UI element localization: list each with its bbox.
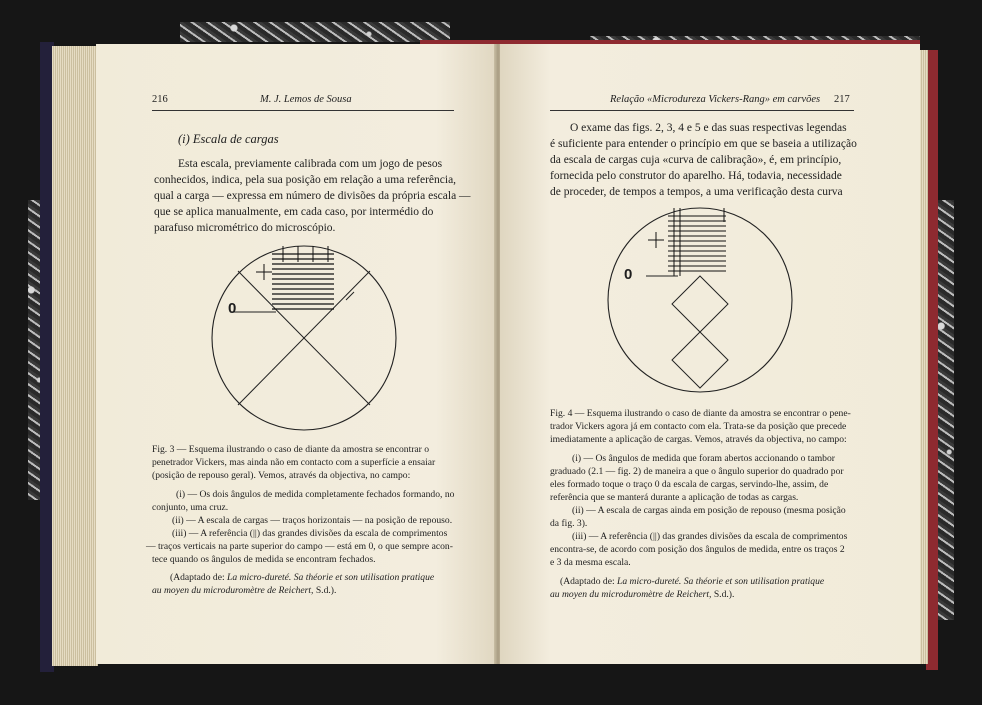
caption-line: encontra-se, de acordo com posição dos ângulos de medida, entre os traços 2 bbox=[550, 544, 845, 555]
source-title: La micro-dureté. Sa théorie et son utilisation pratique bbox=[617, 576, 825, 587]
body-line: que se aplica manualmente, em cada caso, por intermédio do bbox=[154, 206, 434, 218]
caption-line: (iii) — A referência (||) das grandes divisões da escala de comprimentos bbox=[172, 528, 448, 539]
source-citation-line-2 bbox=[152, 585, 336, 596]
right-page bbox=[500, 44, 920, 664]
page-number: 216 bbox=[152, 94, 168, 105]
source-suffix: S.d.). bbox=[313, 585, 337, 596]
body-line: Esta escala, previamente calibrada com um jogo de pesos bbox=[178, 158, 443, 170]
caption-line: (i) — Os dois ângulos de medida completamente fechados formando, no bbox=[176, 489, 455, 500]
body-line: de proceder, de tempos a tempos, a uma verificação desta curva bbox=[550, 186, 843, 198]
body-line: parafuso micrométrico do microscópio. bbox=[154, 222, 336, 234]
page-block-left bbox=[52, 46, 98, 666]
page-number: 217 bbox=[834, 94, 850, 105]
source-citation bbox=[170, 572, 434, 583]
marbled-board-top-left bbox=[180, 22, 450, 42]
caption-line: (ii) — A escala de cargas — traços horizontais — na posição de repouso. bbox=[172, 515, 453, 526]
body-line: qual a carga — expressa em número de divisões da própria escala — bbox=[154, 190, 471, 202]
body-line: O exame das figs. 2, 3, 4 e 5 e das suas respectivas legendas bbox=[570, 122, 847, 134]
marbled-board-right bbox=[938, 200, 954, 620]
section-heading: (i) Escala de cargas bbox=[178, 132, 279, 146]
figure-3-diagram bbox=[196, 240, 416, 436]
source-suffix: S.d.). bbox=[711, 589, 735, 600]
caption-line: trador Vickers agora já em contacto com ela. Trata-se da posição que precede bbox=[550, 421, 847, 432]
header-rule bbox=[152, 110, 454, 111]
caption-line: conjunto, uma cruz. bbox=[152, 502, 229, 513]
running-head: M. J. Lemos de Sousa bbox=[260, 94, 352, 105]
body-line: é suficiente para entender o princípio em que se baseia a utilização bbox=[550, 138, 857, 150]
source-title-cont: au moyen du microduromètre de Reichert, bbox=[550, 589, 712, 600]
running-head: Relação «Microdureza Vickers-Rang» em carvões bbox=[610, 94, 821, 105]
body-line: da escala de cargas cuja «curva de calibração», é, em princípio, bbox=[550, 154, 842, 166]
source-prefix: (Adaptado de: bbox=[560, 576, 618, 587]
body-line: fornecida pelo construtor do aparelho. Há, todavia, necessidade bbox=[550, 170, 842, 182]
caption-line: e 3 da mesma escala. bbox=[550, 557, 631, 568]
caption-line: Fig. 4 — Esquema ilustrando o caso de diante da amostra se encontrar o pene- bbox=[550, 408, 851, 419]
caption-line: (i) — Os ângulos de medida que foram abertos accionando o tambor bbox=[572, 453, 835, 464]
caption-line: tece quando os ângulos de medida se encontram fechados. bbox=[152, 554, 376, 565]
figure-4-diagram bbox=[596, 200, 806, 400]
source-title-cont: au moyen du microduromètre de Reichert, bbox=[152, 585, 314, 596]
caption-line: (iii) — A referência (||) das grandes divisões da escala de comprimentos bbox=[572, 531, 848, 542]
caption-line: eles formado toque o traço 0 da escala de cargas, servindo-lhe, assim, de bbox=[550, 479, 829, 490]
caption-line: (posição de repouso geral). Vemos, através da objectiva, no campo: bbox=[152, 470, 411, 481]
caption-line: (ii) — A escala de cargas ainda em posição de repouso (mesma posição bbox=[572, 505, 846, 516]
zero-label: 0 bbox=[228, 300, 237, 317]
caption-line: da fig. 3). bbox=[550, 518, 588, 529]
caption-line: referência que se manterá durante a aplicação de todas as cargas. bbox=[550, 492, 799, 503]
caption-line: graduado (2.1 — fig. 2) de maneira a que o ângulo superior do quadrado por bbox=[550, 466, 844, 477]
caption-line: Fig. 3 — Esquema ilustrando o caso de diante da amostra se encontrar o bbox=[152, 444, 430, 455]
left-page bbox=[96, 44, 496, 664]
caption-line: penetrador Vickers, mas ainda não em contacto com a superfície a ensaiar bbox=[152, 457, 436, 468]
body-line: conhecidos, indica, pela sua posição em relação a uma referência, bbox=[154, 174, 457, 186]
source-title: La micro-dureté. Sa théorie et son utilisation pratique bbox=[227, 572, 435, 583]
caption-line: — traços verticais na parte superior do campo — está em 0, o que sempre acon- bbox=[146, 541, 453, 552]
source-citation-line-2 bbox=[550, 589, 734, 600]
zero-label: 0 bbox=[624, 266, 633, 283]
header-rule bbox=[550, 110, 854, 111]
source-prefix: (Adaptado de: bbox=[170, 572, 228, 583]
source-citation bbox=[560, 576, 824, 587]
caption-line: imediatamente a aplicação de cargas. Vemos, através da objectiva, no campo: bbox=[550, 434, 847, 445]
